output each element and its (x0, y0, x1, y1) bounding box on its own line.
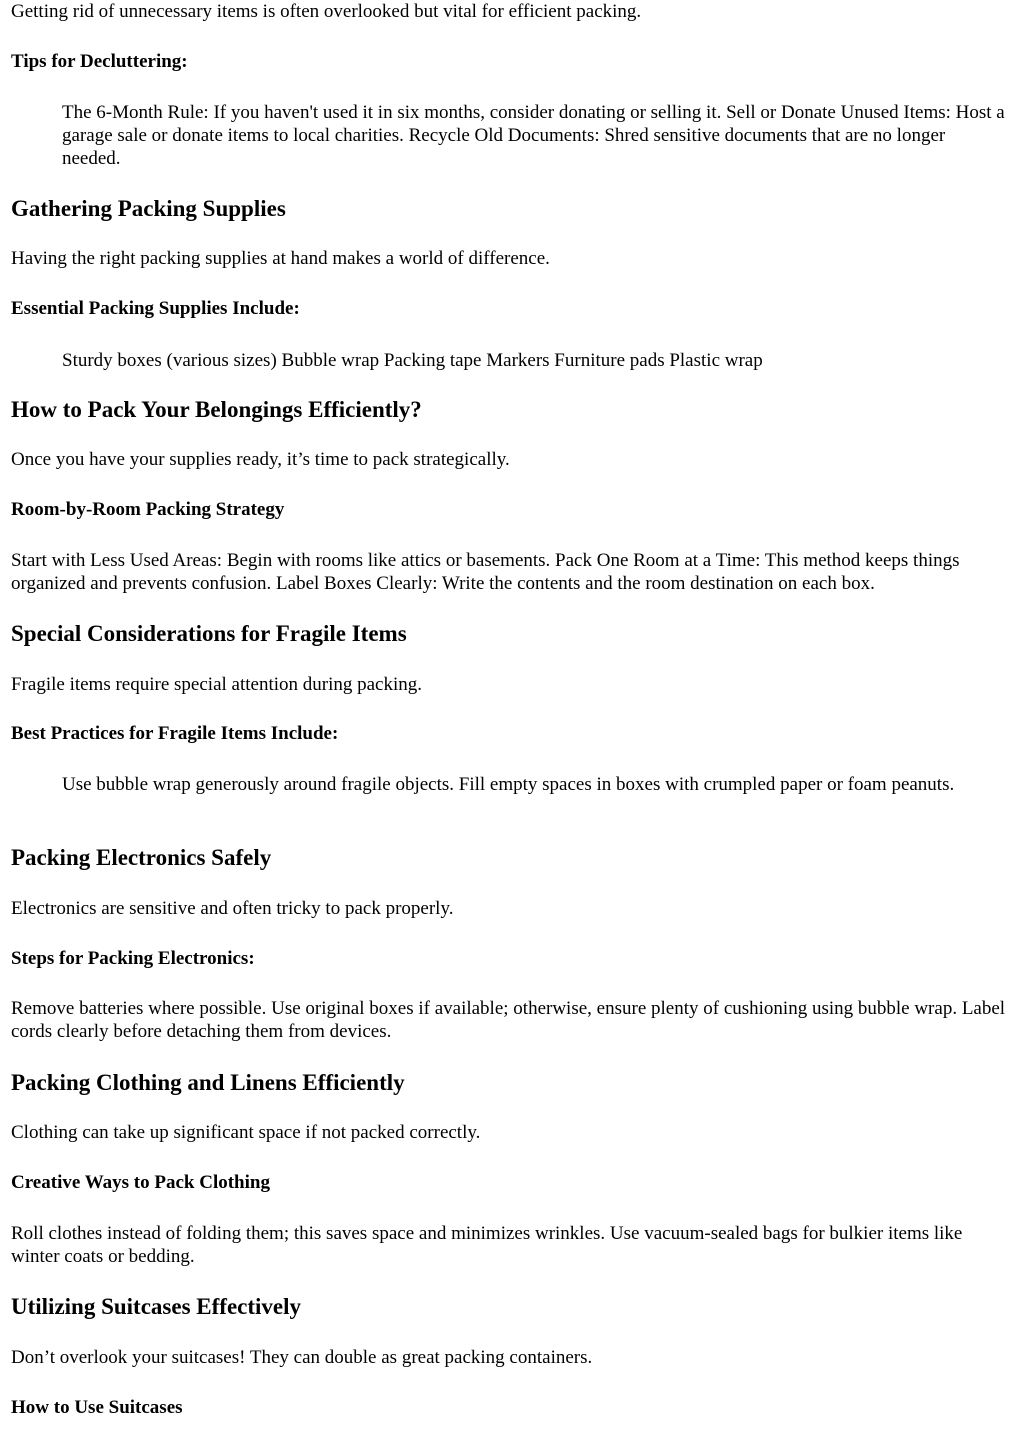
suitcases-heading: Utilizing Suitcases Effectively (11, 1294, 302, 1319)
supplies-subheading: Essential Packing Supplies Include: (11, 298, 300, 319)
suitcases-intro: Don’t overlook your suitcases! They can double as great packing containers. (11, 1347, 593, 1368)
clothing-intro: Clothing can take up significant space if not packed correctly. (11, 1122, 481, 1143)
declutter-tips-blockquote: The 6-Month Rule: If you haven't used it in six months, consider donating or selling it. Sell or Donate Unused Items: Host a garage sale or donate items to local charities. Recycle Old Documents: Shred sensitive documents that are no longer needed. (62, 102, 1005, 169)
electronics-body: Remove batteries where possible. Use original boxes if available; otherwise, ensure plenty of cushioning using bubble wrap. Label cords clearly before detaching them from devices. (11, 998, 1006, 1042)
supplies-list-blockquote: Sturdy boxes (various sizes) Bubble wrap Packing tape Markers Furniture pads Plastic wrap (62, 350, 763, 371)
efficiently-intro: Once you have your supplies ready, it’s time to pack strategically. (11, 449, 510, 470)
electronics-heading: Packing Electronics Safely (11, 845, 272, 870)
declutter-subheading: Tips for Decluttering: (11, 51, 188, 72)
fragile-heading: Special Considerations for Fragile Items (11, 621, 407, 646)
supplies-intro: Having the right packing supplies at hand makes a world of difference. (11, 248, 550, 269)
electronics-intro: Electronics are sensitive and often tricky to pack properly. (11, 898, 454, 919)
fragile-subheading: Best Practices for Fragile Items Include: (11, 723, 339, 744)
clothing-subheading: Creative Ways to Pack Clothing (11, 1172, 270, 1193)
room-strategy-subheading: Room-by-Room Packing Strategy (11, 499, 285, 520)
electronics-subheading: Steps for Packing Electronics: (11, 948, 255, 969)
clothing-heading: Packing Clothing and Linens Efficiently (11, 1070, 405, 1095)
supplies-heading: Gathering Packing Supplies (11, 196, 286, 221)
efficiently-heading: How to Pack Your Belongings Efficiently? (11, 397, 422, 422)
clothing-body: Roll clothes instead of folding them; this saves space and minimizes wrinkles. Use vacuum-sealed bags for bulkier items like winter coats or bedding. (11, 1223, 963, 1267)
fragile-intro: Fragile items require special attention during packing. (11, 674, 423, 695)
intro-paragraph: Getting rid of unnecessary items is often overlooked but vital for efficient packing. (11, 1, 642, 22)
room-strategy-body: Start with Less Used Areas: Begin with rooms like attics or basements. Pack One Room at a Time: This method keeps things organized and prevents confusion. Label Boxes Clearly: Write the contents and the room destination on each box. (11, 550, 960, 594)
fragile-list-blockquote: Use bubble wrap generously around fragile objects. Fill empty spaces in boxes with crumpled paper or foam peanuts. (62, 774, 955, 795)
suitcases-subheading: How to Use Suitcases (11, 1397, 183, 1418)
